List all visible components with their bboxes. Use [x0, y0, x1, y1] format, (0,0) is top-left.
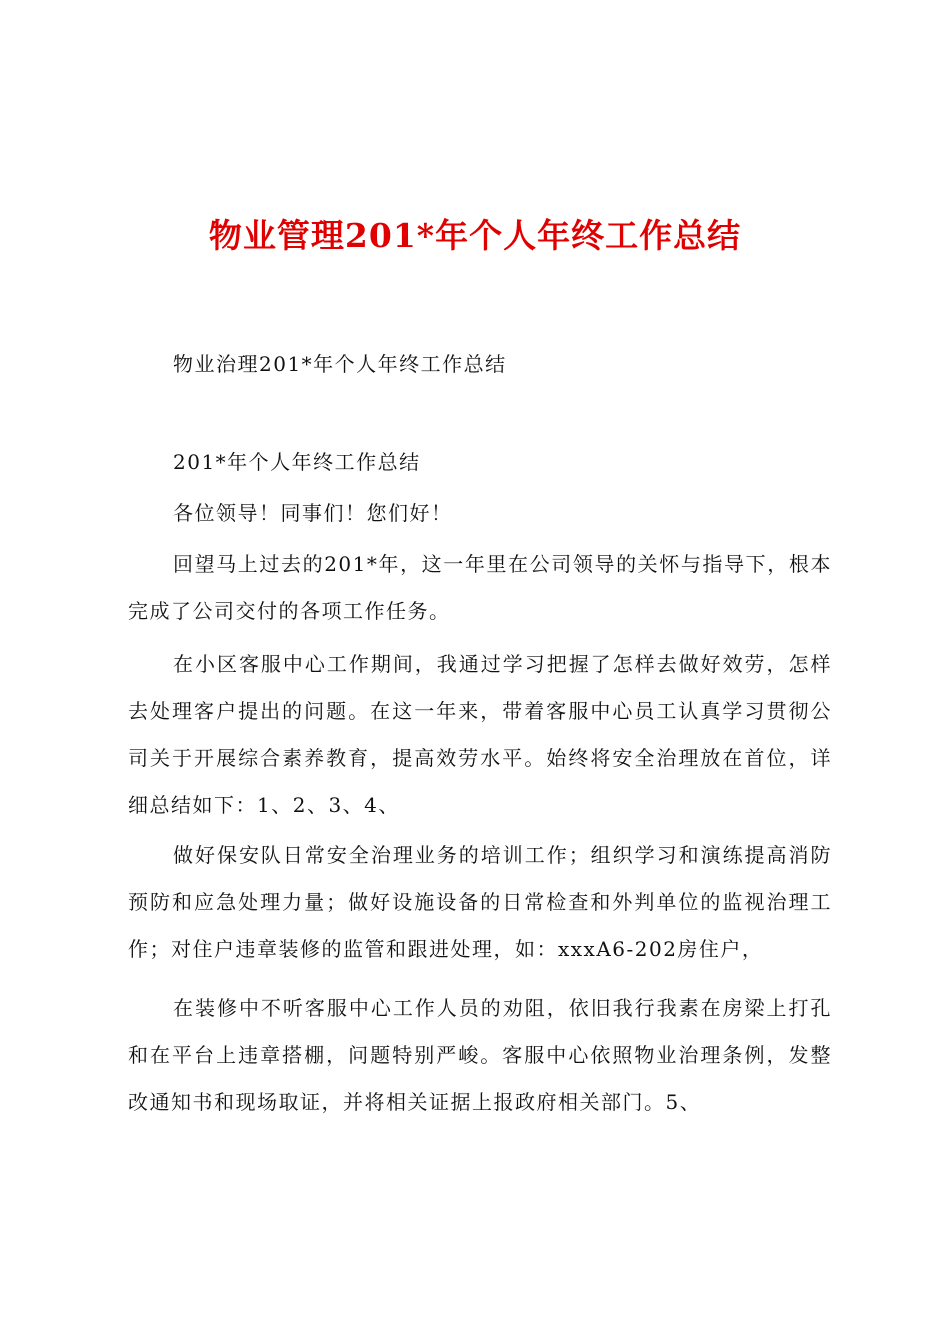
document-subtitle: 物业治理201*年个人年终工作总结: [173, 352, 507, 376]
body-paragraph-3: 做好保安队日常安全治理业务的培训工作；组织学习和演练提高消防预防和应急处理力量；做好设施设备的日常检查和外判单位的监视治理工作；对住户违章装修的监管和跟进处理，如：xxxA6-202房住户，: [128, 843, 832, 961]
section-title: 201*年个人年终工作总结: [173, 450, 421, 474]
body-paragraph-2: 在小区客服中心工作期间，我通过学习把握了怎样去做好效劳，怎样去处理客户提出的问题。在这一年来，带着客服中心员工认真学习贯彻公司关于开展综合素养教育，提高效劳水平。始终将安全治理放在首位，详细总结如下：1、2、3、4、: [128, 652, 832, 817]
document-title: 物业管理201*年个人年终工作总结: [208, 216, 742, 255]
body-paragraph-4: 在装修中不听客服中心工作人员的劝阻，依旧我行我素在房梁上打孔和在平台上违章搭棚，问题特别严峻。客服中心依照物业治理条例，发整改通知书和现场取证，并将相关证据上报政府相关部门。5、: [128, 996, 832, 1114]
body-paragraph-1: 回望马上过去的201*年，这一年里在公司领导的关怀与指导下，根本完成了公司交付的各项工作任务。: [128, 552, 832, 623]
greeting-paragraph: 各位领导！同事们！您们好！: [173, 501, 453, 525]
